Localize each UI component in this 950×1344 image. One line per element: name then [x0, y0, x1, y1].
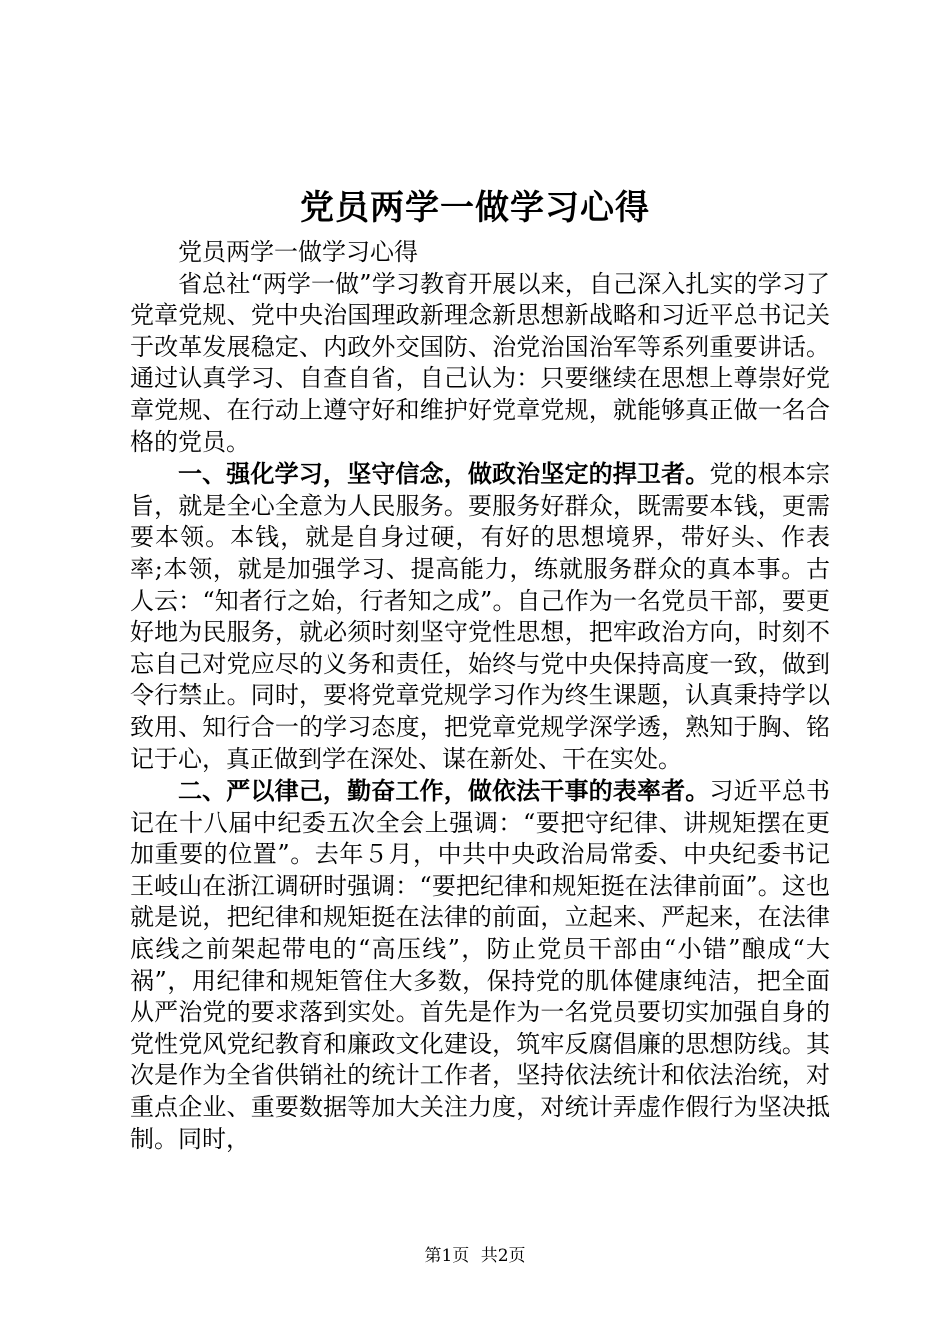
paragraph-intro	[130, 269, 830, 459]
paragraph-section-2	[130, 775, 830, 1155]
page-footer	[0, 1245, 950, 1267]
section-heading: 一、强化学习，坚守信念，做政治坚定的捍卫者。	[178, 459, 710, 489]
paragraph-text: 党的根本宗旨，就是全心全意为人民服务。要服务好群众，既需要本钱，更需要本领。本钱，就是自身过硬，有好的思想境界，带好头、作表率;本领，就是加强学习、提高能力，练就服务群众的真本事。古人云：“知者行之始，行者知之成”。自己作为一名党员干部，要更好地为民服务，就必须时刻坚守党性思想，把牢政治方向，时刻不忘自己对党应尽的义务和责任，始终与党中央保持高度一致，做到令行禁止。同时，要将党章党规学习作为终生课题，认真秉持学以致用、知行合一的学习态度，把党章党规学深学透，熟知于胸、铭记于心，真正做到学在深处、谋在新处、干在实处。	[130, 460, 831, 773]
document-body	[130, 237, 830, 1155]
document-subtitle: 党员两学一做学习心得	[178, 238, 418, 266]
paragraph-text: 省总社“两学一做”学习教育开展以来，自己深入扎实的学习了党章党规、党中央治国理政新理念新思想新战略和习近平总书记关于改革发展稳定、内政外交国防、治党治国治军等系列重要讲话。通过认真学习、自查自省，自己认为：只要继续在思想上尊崇好党章党规、在行动上遵守好和维护好党章党规，就能够真正做一名合格的党员。	[130, 269, 830, 456]
page-number: 第1页	[424, 1246, 470, 1266]
page-total: 共2页	[480, 1246, 526, 1266]
document-title: 党员两学一做学习心得	[300, 188, 650, 228]
paragraph-text: 习近平总书记在十八届中纪委五次全会上强调：“要把守纪律、讲规矩摆在更加重要的位置”。去年５月，中共中央政治局常委、中央纪委书记王岐山在浙江调研时强调：“要把纪律和规矩挺在法律前面”。这也就是说，把纪律和规矩挺在法律的前面，立起来、严起来，在法律底线之前架起带电的“高压线”，防止党员干部由“小错”酿成“大祸”，用纪律和规矩管住大多数，保持党的肌体健康纯洁，把全面从严治党的要求落到实处。首先是作为一名党员要切实加强自身的党性党风党纪教育和廉政文化建设，筑牢反腐倡廉的思想防线。其次是作为全省供销社的统计工作者，坚持依法统计和依法治统，对重点企业、重要数据等加大关注力度，对统计弄虚作假行为坚决抵制。同时，	[130, 777, 831, 1153]
section-heading: 二、严以律己，勤奋工作，做依法干事的表率者。	[178, 776, 710, 806]
paragraph-section-1	[130, 458, 830, 775]
